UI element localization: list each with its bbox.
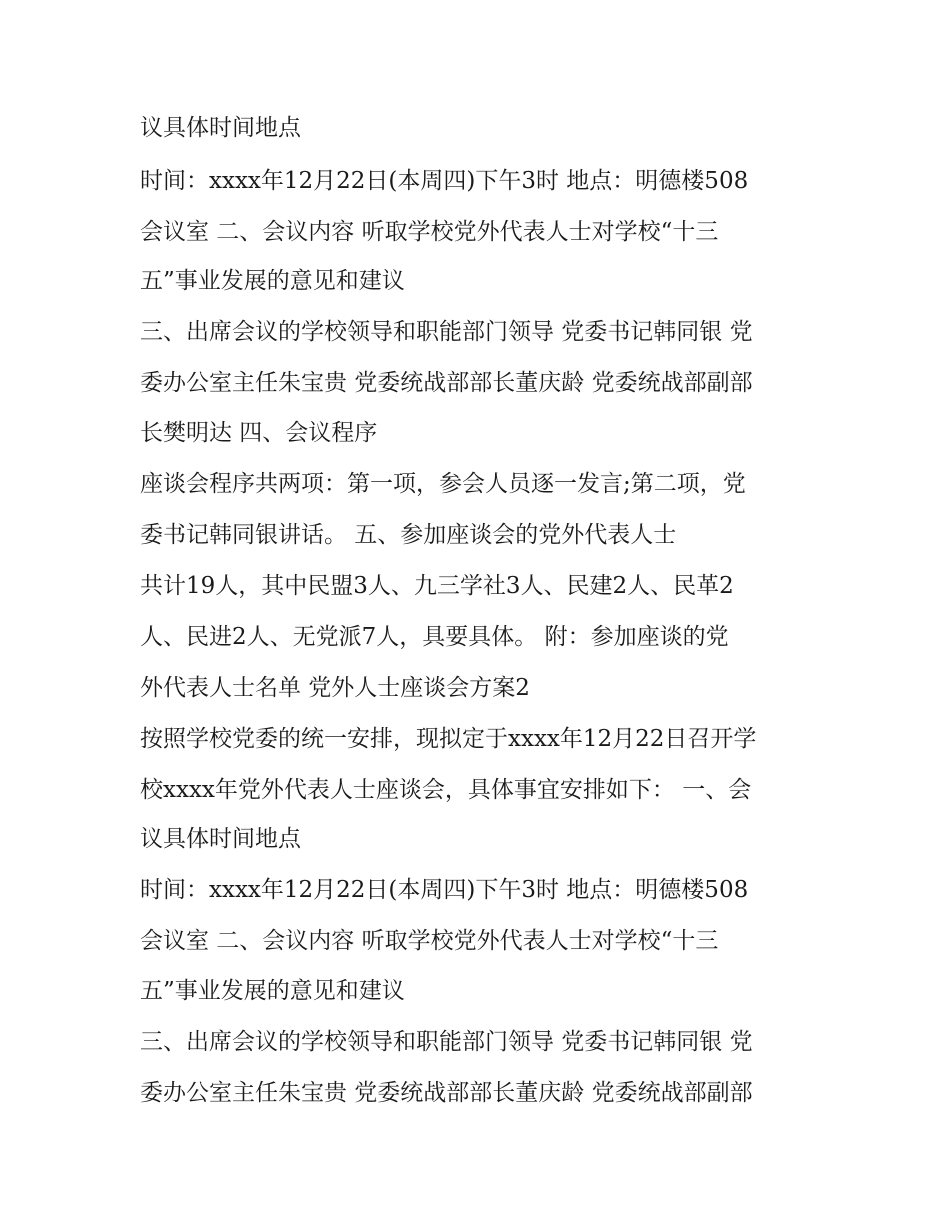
text-line: 议具体时间地点 [140, 115, 301, 141]
text-line: 共计19人，其中民盟3人、九三学社3人、民建2人、民革2 [140, 573, 734, 599]
text-line: 校xxxx年党外代表人士座谈会，具体事宜安排如下： 一、会 [140, 777, 752, 803]
text-line: 会议室 二、会议内容 听取学校党外代表人士对学校“十三 [140, 928, 719, 954]
text-line: 人、民进2人、无党派7人，具要具体。 附：参加座谈的党 [140, 624, 729, 650]
text-line: 委书记韩同银讲话。 五、参加座谈会的党外代表人士 [140, 522, 677, 548]
text-line: 议具体时间地点 [140, 826, 301, 852]
text-line: 五”事业发展的意见和建议 [140, 268, 405, 294]
text-line: 时间：xxxx年12月22日(本周四)下午3时 地点：明德楼508 [140, 877, 749, 903]
text-line: 委办公室主任朱宝贵 党委统战部部长董庆龄 党委统战部副部 [140, 1080, 753, 1106]
text-line: 五”事业发展的意见和建议 [140, 978, 405, 1004]
text-line: 外代表人士名单 党外人士座谈会方案2 [140, 675, 530, 701]
text-line: 委办公室主任朱宝贵 党委统战部部长董庆龄 党委统战部副部 [140, 370, 753, 396]
text-line: 三、出席会议的学校领导和职能部门领导 党委书记韩同银 党 [140, 319, 753, 345]
text-line: 长樊明达 四、会议程序 [140, 420, 378, 446]
text-line: 座谈会程序共两项：第一项，参会人员逐一发言;第二项，党 [140, 471, 746, 497]
text-line: 按照学校党委的统一安排，现拟定于xxxx年12月22日召开学 [140, 726, 757, 752]
text-line: 三、出席会议的学校领导和职能部门领导 党委书记韩同银 党 [140, 1029, 753, 1055]
text-line: 会议室 二、会议内容 听取学校党外代表人士对学校“十三 [140, 219, 719, 245]
text-line: 时间：xxxx年12月22日(本周四)下午3时 地点：明德楼508 [140, 168, 749, 194]
